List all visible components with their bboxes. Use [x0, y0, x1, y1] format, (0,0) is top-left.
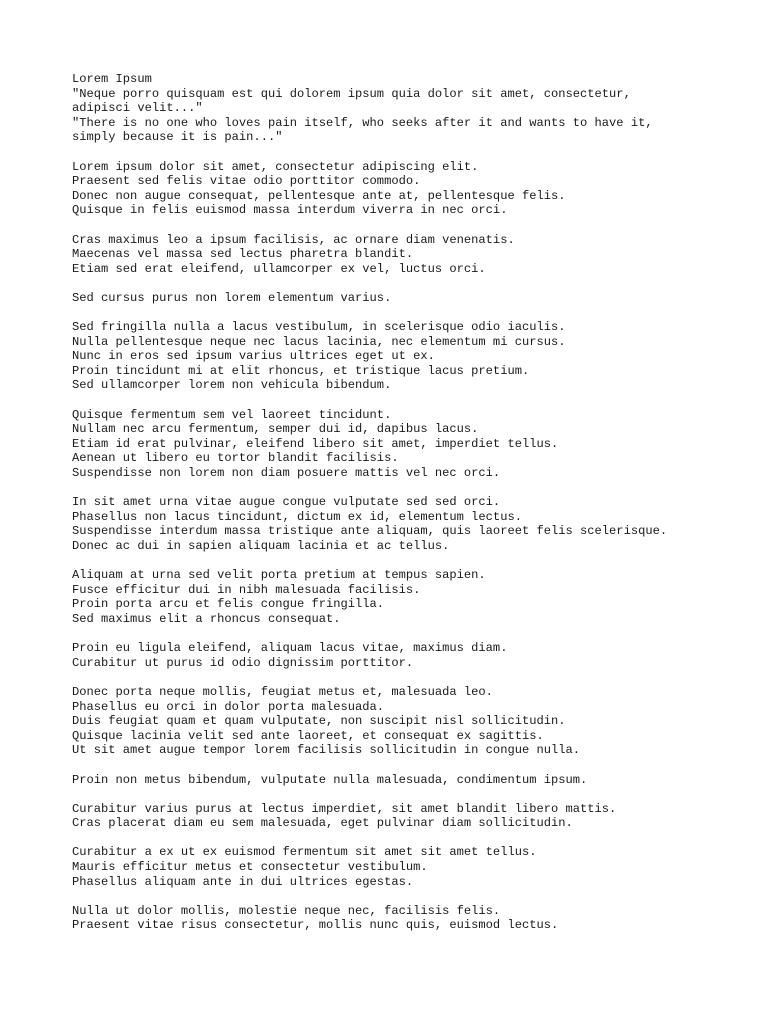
text-line: Sed cursus purus non lorem elementum varius. — [72, 290, 392, 305]
document-page — [72, 72, 752, 933]
quote-line: simply because it is pain..." — [72, 130, 283, 145]
paragraph-9 — [72, 685, 752, 758]
text-line: Suspendisse non lorem non diam posuere mattis vel nec orci. — [72, 466, 501, 481]
paragraph-7 — [72, 568, 752, 626]
text-line: Phasellus aliquam ante in dui ultrices egestas. — [72, 874, 414, 889]
text-line: Aliquam at urna sed velit porta pretium at tempus sapien. — [72, 568, 486, 583]
text-line: Donec ac dui in sapien aliquam lacinia et ac tellus. — [72, 539, 450, 553]
text-line: Etiam id erat pulvinar, eleifend libero sit amet, imperdiet tellus. — [72, 436, 559, 451]
text-line: Ut sit amet augue tempor lorem facilisis sollicitudin in congue nulla. — [72, 743, 581, 758]
paragraph-10 — [72, 773, 752, 788]
text-line: Suspendisse interdum massa tristique ante aliquam, quis laoreet felis scelerisque. — [72, 524, 668, 539]
paragraph-5 — [72, 408, 752, 481]
paragraph-2 — [72, 233, 752, 277]
text-line: Donec porta neque mollis, feugiat metus et, malesuada leo. — [72, 684, 493, 699]
text-line: Duis feugiat quam et quam vulputate, non suscipit nisl sollicitudin. — [72, 714, 566, 729]
text-line: Fusce efficitur dui in nibh malesuada facilisis. — [72, 582, 421, 597]
text-line: Praesent sed felis vitae odio porttitor commodo. — [72, 174, 421, 189]
text-line: Quisque in felis euismod massa interdum viverra in nec orci. — [72, 203, 508, 218]
text-line: Proin tincidunt mi at elit rhoncus, et tristique lacus pretium. — [72, 363, 530, 378]
text-line: Proin porta arcu et felis congue fringilla. — [72, 597, 385, 612]
text-line: Cras maximus leo a ipsum facilisis, ac ornare diam venenatis. — [72, 232, 515, 247]
paragraph-8 — [72, 641, 752, 670]
document-title: Lorem Ipsum — [72, 72, 152, 86]
quote-line: adipisci velit..." — [72, 101, 203, 116]
paragraph-1 — [72, 160, 752, 218]
text-line: Quisque lacinia velit sed ante laoreet, et consequat ex sagittis. — [72, 728, 544, 743]
quote-line: "There is no one who loves pain itself, who seeks after it and wants to have it, — [72, 115, 653, 130]
text-line: Donec non augue consequat, pellentesque ante at, pellentesque felis. — [72, 188, 566, 203]
text-line: Nulla ut dolor mollis, molestie neque nec, facilisis felis. — [72, 903, 501, 918]
text-line: Sed maximus elit a rhoncus consequat. — [72, 611, 341, 626]
text-line: Cras placerat diam eu sem malesuada, eget pulvinar diam sollicitudin. — [72, 816, 573, 831]
text-line: Quisque fermentum sem vel laoreet tincidunt. — [72, 407, 392, 422]
text-line: Curabitur a ex ut ex euismod fermentum sit amet sit amet tellus. — [72, 845, 537, 860]
text-line: Nulla pellentesque neque nec lacus lacinia, nec elementum mi cursus. — [72, 334, 566, 349]
paragraph-13 — [72, 904, 752, 933]
text-line: Sed ullamcorper lorem non vehicula bibendum. — [72, 378, 392, 393]
text-line: Aenean ut libero eu tortor blandit facilisis. — [72, 451, 399, 466]
quote-line: "Neque porro quisquam est qui dolorem ipsum quia dolor sit amet, consectetur, — [72, 86, 631, 101]
document-header — [72, 72, 752, 145]
text-line: Lorem ipsum dolor sit amet, consectetur adipiscing elit. — [72, 159, 479, 174]
text-line: Sed fringilla nulla a lacus vestibulum, in scelerisque odio iaculis. — [72, 320, 566, 335]
paragraph-11 — [72, 802, 752, 831]
text-line: Curabitur varius purus at lectus imperdiet, sit amet blandit libero mattis. — [72, 801, 617, 816]
paragraph-4 — [72, 320, 752, 393]
text-line: Mauris efficitur metus et consectetur vestibulum. — [72, 860, 428, 875]
text-line: Etiam sed erat eleifend, ullamcorper ex vel, luctus orci. — [72, 261, 486, 276]
text-line: Curabitur ut purus id odio dignissim porttitor. — [72, 655, 414, 670]
text-line: Proin eu ligula eleifend, aliquam lacus vitae, maximus diam. — [72, 641, 508, 656]
text-line: Phasellus non lacus tincidunt, dictum ex id, elementum lectus. — [72, 509, 522, 524]
paragraph-3 — [72, 291, 752, 306]
paragraph-12 — [72, 845, 752, 889]
text-line: Nunc in eros sed ipsum varius ultrices eget ut ex. — [72, 349, 435, 364]
text-line: In sit amet urna vitae augue congue vulputate sed sed orci. — [72, 495, 501, 510]
paragraph-6 — [72, 495, 752, 553]
text-line: Phasellus eu orci in dolor porta malesuada. — [72, 699, 385, 714]
text-line: Proin non metus bibendum, vulputate nulla malesuada, condimentum ipsum. — [72, 772, 588, 787]
text-line: Nullam nec arcu fermentum, semper dui id, dapibus lacus. — [72, 422, 479, 437]
text-line: Maecenas vel massa sed lectus pharetra blandit. — [72, 247, 414, 262]
text-line: Praesent vitae risus consectetur, mollis nunc quis, euismod lectus. — [72, 918, 559, 933]
